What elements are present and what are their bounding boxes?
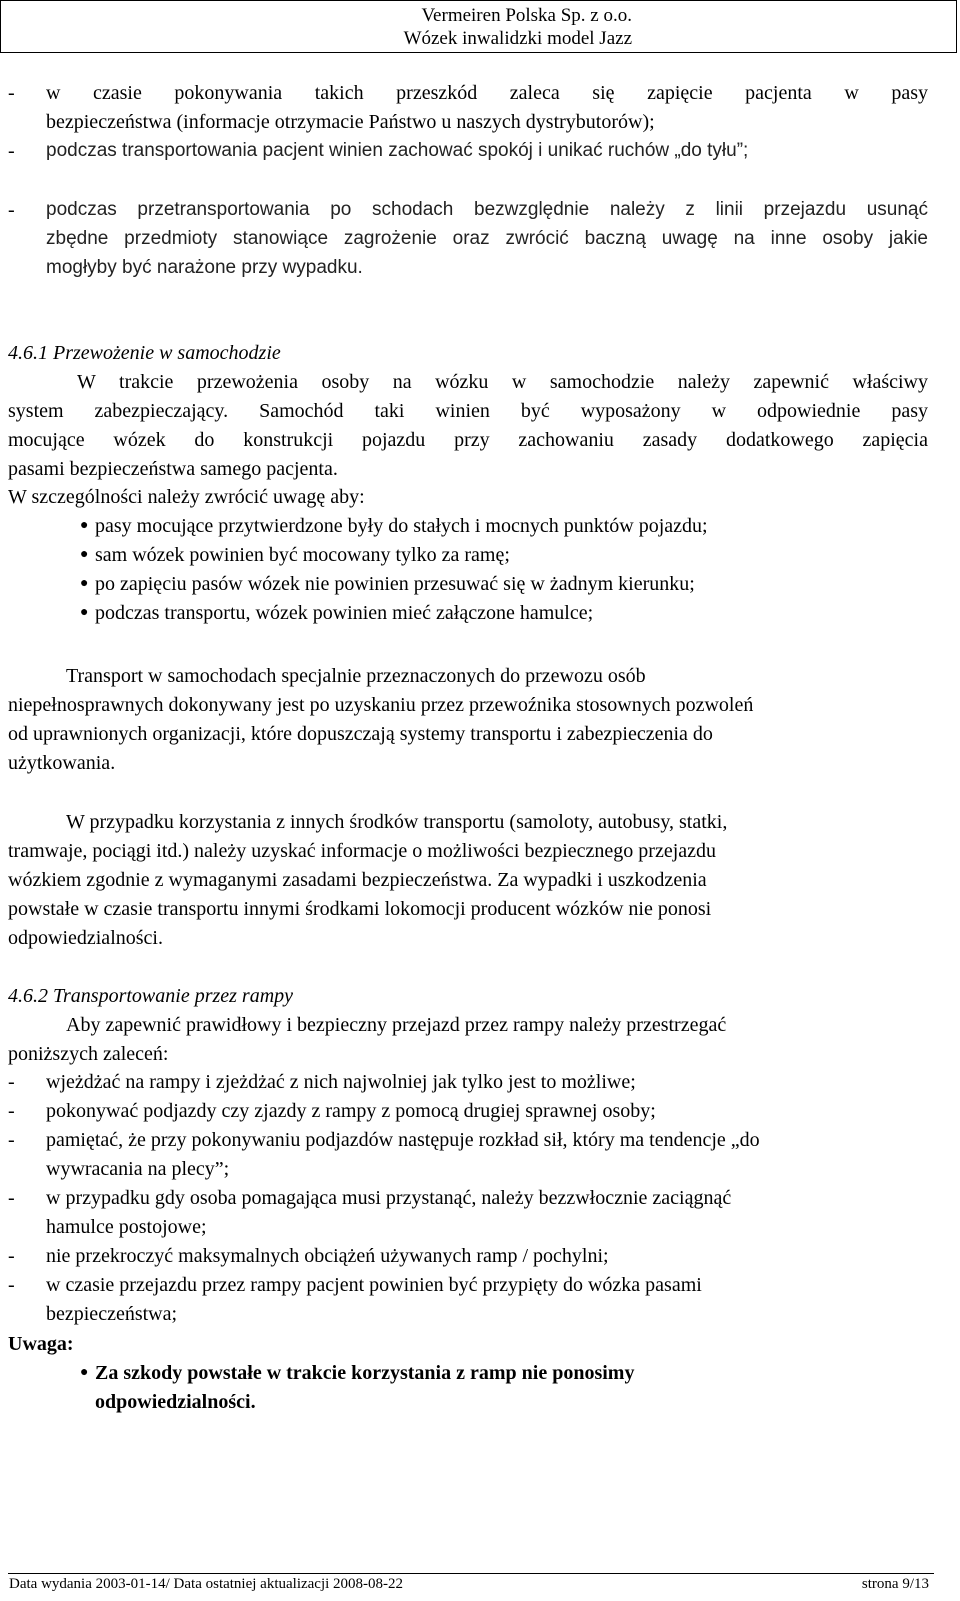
paragraph-line: pasami bezpieczeństwa samego pacjenta. bbox=[8, 458, 338, 480]
bullet-icon: ● bbox=[80, 605, 89, 620]
list-item-text: hamulce postojowe; bbox=[46, 1216, 207, 1238]
bullet-icon: ● bbox=[80, 518, 89, 533]
paragraph-line: Aby zapewnić prawidłowy i bezpieczny przejazd przez rampy należy przestrzegać bbox=[66, 1014, 727, 1036]
list-dash: - bbox=[8, 1100, 15, 1122]
paragraph-line: odpowiedzialności. bbox=[8, 927, 163, 949]
header-product: Wózek inwalidzki model Jazz bbox=[403, 28, 632, 49]
list-item-text: nie przekroczyć maksymalnych obciążeń używanych ramp / pochylni; bbox=[46, 1245, 609, 1267]
section-heading: 4.6.1 Przewożenie w samochodzie bbox=[8, 342, 281, 364]
list-item-text: podczas transportowania pacjent winien zachować spokój i unikać ruchów „do tyłu”; bbox=[46, 140, 749, 161]
list-dash: - bbox=[8, 199, 15, 221]
paragraph-line: W trakcie przewożenia osoby na wózku w samochodzie należy zapewnić właściwy bbox=[77, 371, 928, 393]
warning-text: odpowiedzialności. bbox=[95, 1391, 256, 1413]
paragraph-line: niepełnosprawnych dokonywany jest po uzyskaniu przez przewoźnika stosownych pozwoleń bbox=[8, 694, 754, 716]
footer-dates: Data wydania 2003-01-14/ Data ostatniej aktualizacji 2008-08-22 bbox=[9, 1576, 404, 1592]
paragraph-line: mocujące wózek do konstrukcji pojazdu przy zachowaniu zasady dodatkowego zapięcia bbox=[8, 429, 928, 451]
paragraph-line: system zabezpieczający. Samochód taki winien być wyposażony w odpowiednie pasy bbox=[8, 400, 928, 422]
bullet-icon: ● bbox=[80, 547, 89, 562]
warning-label: Uwaga: bbox=[8, 1333, 74, 1355]
list-item-text: bezpieczeństwa (informacje otrzymacie Państwo u naszych dystrybutorów); bbox=[46, 111, 655, 133]
list-item-text: zbędne przedmioty stanowiące zagrożenie oraz zwrócić baczną uwagę na inne osoby jakie bbox=[46, 228, 928, 249]
paragraph-line: tramwaje, pociągi itd.) należy uzyskać informacje o możliwości bezpiecznego przejazdu bbox=[8, 840, 717, 862]
list-item-text: w przypadku gdy osoba pomagająca musi przystanąć, należy bezzwłocznie zaciągnąć bbox=[46, 1187, 732, 1209]
bullet-text: podczas transportu, wózek powinien mieć załączone hamulce; bbox=[95, 602, 594, 624]
paragraph-line: W przypadku korzystania z innych środków transportu (samoloty, autobusy, statki, bbox=[66, 811, 728, 833]
paragraph-line: poniższych zaleceń: bbox=[8, 1043, 169, 1065]
list-item-text: w czasie przejazdu przez rampy pacjent powinien być przypięty do wózka pasami bbox=[46, 1274, 702, 1296]
paragraph-line: W szczególności należy zwrócić uwagę aby: bbox=[8, 486, 365, 508]
list-item-text: wywracania na plecy”; bbox=[46, 1158, 230, 1180]
bullet-icon: ● bbox=[80, 576, 89, 591]
list-dash: - bbox=[8, 82, 15, 104]
bullet-icon: ● bbox=[80, 1365, 89, 1380]
paragraph-line: powstałe w czasie transportu innymi środkami lokomocji producent wózków nie ponosi bbox=[8, 898, 712, 920]
warning-text: Za szkody powstałe w trakcie korzystania z ramp nie ponosimy bbox=[95, 1362, 635, 1384]
list-dash: - bbox=[8, 1129, 15, 1151]
bullet-text: sam wózek powinien być mocowany tylko za ramę; bbox=[95, 544, 510, 566]
bullet-text: pasy mocujące przytwierdzone były do stałych i mocnych punktów pojazdu; bbox=[95, 515, 708, 537]
list-dash: - bbox=[8, 1245, 15, 1267]
footer-divider bbox=[8, 1573, 934, 1574]
list-item-text: podczas przetransportowania po schodach bezwzględnie należy z linii przejazdu usunąć bbox=[46, 199, 928, 220]
header-company: Vermeiren Polska Sp. z o.o. bbox=[421, 5, 632, 26]
list-item-text: mogłyby być narażone przy wypadku. bbox=[46, 257, 363, 278]
list-dash: - bbox=[8, 1187, 15, 1209]
list-dash: - bbox=[8, 1274, 15, 1296]
list-dash: - bbox=[8, 140, 15, 162]
paragraph-line: od uprawnionych organizacji, które dopuszczają systemy transportu i zabezpieczenia do bbox=[8, 723, 713, 745]
list-item-text: w czasie pokonywania takich przeszkód zaleca się zapięcie pacjenta w pasy bbox=[46, 82, 928, 104]
paragraph-line: Transport w samochodach specjalnie przeznaczonych do przewozu osób bbox=[66, 665, 646, 687]
list-dash: - bbox=[8, 1071, 15, 1093]
list-item-text: pokonywać podjazdy czy zjazdy z rampy z pomocą drugiej sprawnej osoby; bbox=[46, 1100, 656, 1122]
page-header bbox=[0, 0, 957, 53]
list-item-text: pamiętać, że przy pokonywaniu podjazdów następuje rozkład sił, który ma tendencje „do bbox=[46, 1129, 760, 1151]
paragraph-line: wózkiem zgodnie z wymaganymi zasadami bezpieczeństwa. Za wypadki i uszkodzenia bbox=[8, 869, 707, 891]
list-item-text: bezpieczeństwa; bbox=[46, 1303, 178, 1325]
section-heading: 4.6.2 Transportowanie przez rampy bbox=[8, 985, 294, 1007]
footer-page-number: strona 9/13 bbox=[861, 1576, 929, 1592]
bullet-text: po zapięciu pasów wózek nie powinien przesuwać się w żadnym kierunku; bbox=[95, 573, 695, 595]
list-item-text: wjeżdżać na rampy i zjeżdżać z nich najwolniej jak tylko jest to możliwe; bbox=[46, 1071, 636, 1093]
paragraph-line: użytkowania. bbox=[8, 752, 116, 774]
